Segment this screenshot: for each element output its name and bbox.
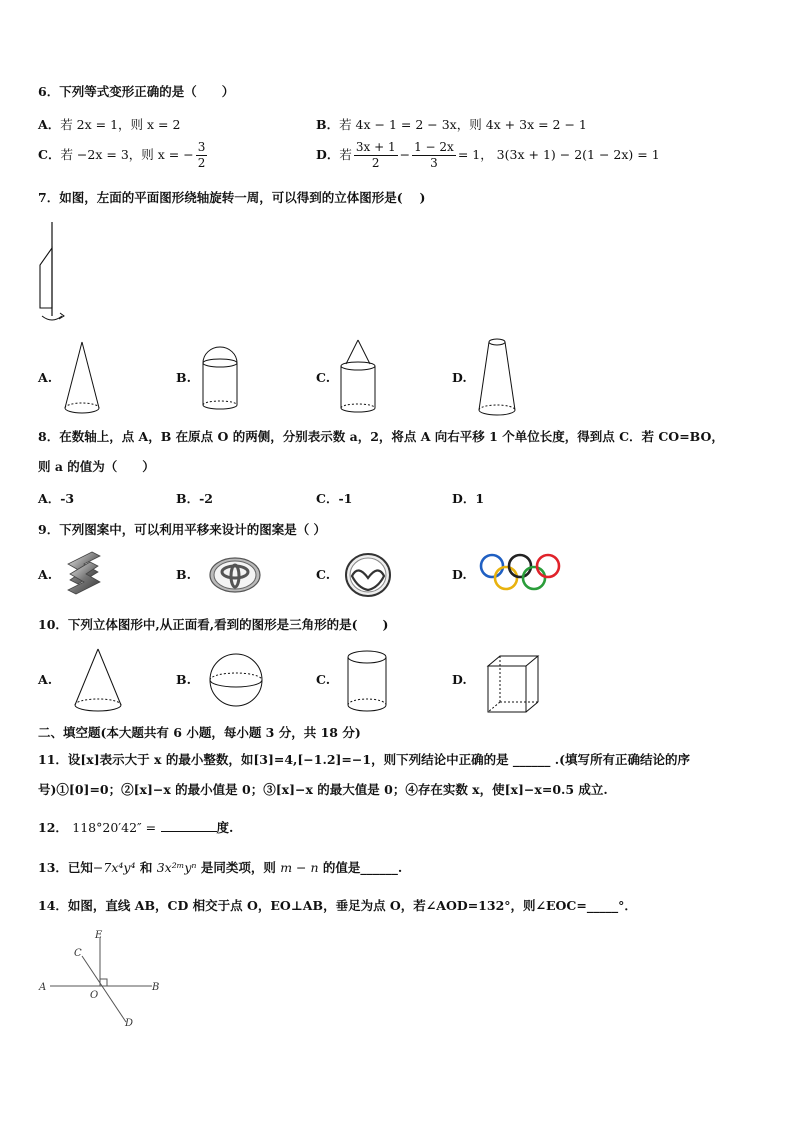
q8-a-text: -3 bbox=[60, 491, 75, 506]
q6-stem: 6．下列等式变形正确的是（ ） bbox=[38, 84, 235, 99]
mazda-logo-icon[interactable] bbox=[344, 552, 392, 598]
q10-stem: 10．下列立体图形中,从正面看,看到的图形是三角形的是( ) bbox=[38, 617, 389, 632]
ring-4 bbox=[523, 567, 545, 589]
q14-label-a: A bbox=[39, 982, 47, 993]
q7-option-b[interactable]: B. bbox=[176, 370, 191, 385]
q6-a-label: A． bbox=[38, 117, 61, 132]
q9-stem: 9．下列图案中，可以利用平移来设计的图案是（ ） bbox=[38, 522, 327, 537]
q6-a-text: 若 2x = 1，则 x = 2 bbox=[60, 117, 181, 132]
q6-option-b[interactable] bbox=[316, 115, 587, 133]
q12-expression: 118°20′42″ = bbox=[72, 820, 157, 835]
q14-label-e: E bbox=[95, 930, 103, 941]
q13-term1: −7x⁴y⁴ bbox=[92, 860, 136, 875]
q13-pre: 13．已知 bbox=[38, 860, 93, 875]
q8-c-label: C． bbox=[316, 491, 339, 506]
q7-option-d[interactable]: D. bbox=[452, 370, 467, 385]
q13-term2: 3x²ᵐyⁿ bbox=[156, 860, 197, 875]
q7-frustum-figure[interactable] bbox=[476, 336, 518, 418]
q6-b-label: B． bbox=[316, 117, 340, 132]
q7-cylinder-cone-figure[interactable] bbox=[338, 338, 378, 416]
suzuki-logo-icon[interactable] bbox=[62, 550, 106, 596]
q14-label-c: C bbox=[74, 948, 82, 959]
q9-option-d[interactable]: D. bbox=[452, 567, 467, 582]
q9-option-c[interactable]: C. bbox=[316, 567, 331, 582]
q13-post2: 的值是______. bbox=[318, 860, 403, 875]
q6-d-post: = 1， 3(3x + 1) − 2(1 − 2x) = 1 bbox=[457, 147, 660, 162]
olympic-rings-icon[interactable] bbox=[478, 552, 562, 596]
q8-option-a[interactable] bbox=[38, 489, 74, 507]
q14-label-d: D bbox=[125, 1018, 134, 1029]
q6-d-label: D． bbox=[316, 147, 340, 162]
q6-c-fraction: $\frac{3}{2}$ bbox=[197, 140, 206, 170]
q7-cone-figure[interactable] bbox=[62, 340, 102, 415]
q10-option-a[interactable]: A. bbox=[38, 672, 53, 687]
q10-cone-figure[interactable] bbox=[72, 647, 124, 713]
q8-option-c[interactable] bbox=[316, 489, 352, 507]
q7-stem: 7．如图，左面的平面图形绕轴旋转一周，可以得到的立体图形是( ) bbox=[38, 190, 426, 205]
q12-unit: 度. bbox=[216, 820, 234, 835]
toyota-logo-icon[interactable] bbox=[208, 556, 262, 594]
q6-c-label: C． bbox=[38, 147, 61, 162]
q12-number: 12． bbox=[38, 820, 68, 835]
q10-cuboid-figure[interactable] bbox=[486, 654, 540, 714]
q6-option-c[interactable] bbox=[38, 140, 209, 171]
q10-option-d[interactable]: D. bbox=[452, 672, 467, 687]
q7-cylinder-hemisphere-figure[interactable] bbox=[200, 345, 240, 415]
q10-cylinder-figure[interactable] bbox=[346, 649, 388, 715]
q7-plane-figure bbox=[30, 220, 80, 330]
q9-option-a[interactable]: A. bbox=[38, 567, 53, 582]
q6-d-fraction-1: $\frac{3x + 1}{2}$ bbox=[355, 140, 396, 170]
q13-line bbox=[38, 858, 402, 876]
q13-post1: 是同类项，则 bbox=[196, 860, 281, 875]
q8-stem-line1: 8．在数轴上，点 A，B 在原点 O 的两侧，分别表示数 a，2，将点 A 向右平移 1 个单位长度，得到点 C．若 CO=BO， bbox=[38, 429, 724, 444]
q6-d-fraction-2: $\frac{1 - 2x}{3}$ bbox=[414, 140, 454, 170]
q8-d-label: D． bbox=[452, 491, 476, 506]
q14-label-b: B bbox=[152, 982, 160, 993]
q10-sphere-figure[interactable] bbox=[208, 652, 264, 708]
q6-option-a[interactable] bbox=[38, 115, 180, 133]
q6-option-d[interactable] bbox=[316, 140, 660, 171]
q11-line2: 号)①[0]=0；②[x]−x 的最小值是 0；③[x]−x 的最大值是 0；④存在实数 x，使[x]−x=0.5 成立. bbox=[38, 782, 608, 797]
q9-option-b[interactable]: B. bbox=[176, 567, 191, 582]
q7-option-c[interactable]: C. bbox=[316, 370, 331, 385]
q14-stem: 14．如图，直线 AB，CD 相交于点 O，EO⊥AB，垂足为点 O，若∠AOD=132°，则∠EOC=_____°． bbox=[38, 898, 637, 913]
q8-d-text: 1 bbox=[475, 491, 485, 506]
q11-line1: 11．设[x]表示大于 x 的最小整数，如[3]=4,[−1.2]=−1，则下列结论中正确的是 ______ .(填写所有正确结论的序 bbox=[38, 752, 691, 767]
q8-a-label: A． bbox=[38, 491, 61, 506]
q8-b-label: B． bbox=[176, 491, 200, 506]
q13-mid: 和 bbox=[135, 860, 157, 875]
q6-d-minus: − bbox=[399, 147, 411, 162]
q8-stem-line2: 则 a 的值为（ ） bbox=[38, 459, 155, 474]
q7-option-a[interactable]: A. bbox=[38, 370, 53, 385]
ring-2 bbox=[495, 567, 517, 589]
q8-b-text: -2 bbox=[199, 491, 213, 506]
q14-lines-figure bbox=[36, 928, 166, 1032]
q8-c-text: -1 bbox=[338, 491, 353, 506]
q10-option-c[interactable]: C. bbox=[316, 672, 331, 687]
ring-3 bbox=[509, 555, 531, 577]
ring-5 bbox=[537, 555, 559, 577]
ring-1 bbox=[481, 555, 503, 577]
q6-b-text: 若 4x − 1 = 2 − 3x，则 4x + 3x = 2 − 1 bbox=[339, 117, 587, 132]
section-2-title: 二、填空题(本大题共有 6 小题，每小题 3 分，共 18 分) bbox=[38, 725, 361, 740]
q6-d-pre: 若 bbox=[339, 147, 352, 162]
q10-option-b[interactable]: B. bbox=[176, 672, 191, 687]
q13-expr: m − n bbox=[280, 860, 319, 875]
q8-option-b[interactable] bbox=[176, 489, 213, 507]
q14-label-o: O bbox=[90, 990, 99, 1001]
q12-answer-blank[interactable] bbox=[161, 831, 217, 832]
q6-c-pre: 若 −2x = 3，则 x = − bbox=[60, 147, 194, 162]
q8-option-d[interactable] bbox=[452, 489, 484, 507]
q12-line bbox=[38, 818, 233, 836]
